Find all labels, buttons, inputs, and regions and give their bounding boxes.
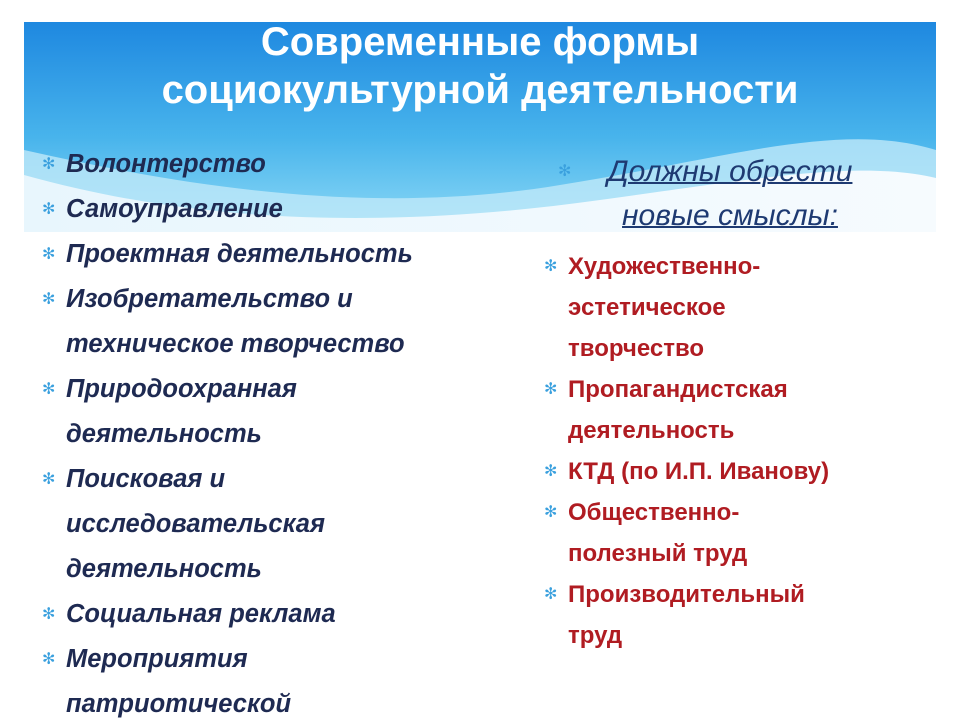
right-heading-line-1: Должны обрести [607, 155, 853, 188]
asterisk-bullet-icon: ✻ [42, 291, 56, 308]
asterisk-bullet-icon: ✻ [42, 156, 56, 173]
form-item [38, 592, 518, 637]
right-column [540, 150, 940, 656]
new-meanings-list [540, 246, 940, 656]
meaning-item-text: творчество [568, 335, 705, 362]
title-line-1: Современные формы [260, 20, 700, 64]
meaning-item [540, 492, 940, 574]
asterisk-bullet-icon: ✻ [42, 246, 56, 263]
asterisk-bullet-icon: ✻ [42, 651, 56, 668]
meaning-item-text: Общественно- [568, 499, 740, 526]
meaning-item-text: эстетическое [568, 294, 726, 321]
meaning-item-text: труд [568, 622, 623, 649]
form-item [38, 232, 518, 277]
asterisk-bullet-icon: ✻ [42, 471, 56, 488]
form-item-text: техническое творчество [66, 330, 405, 358]
form-item-text: Природоохранная [66, 375, 297, 403]
form-item-text: Поисковая и [66, 465, 226, 493]
meaning-item [540, 246, 940, 369]
asterisk-bullet-icon: ✻ [544, 463, 558, 480]
form-item-text: патриотической [66, 690, 292, 718]
form-item-text: Волонтерство [66, 150, 266, 178]
asterisk-bullet-icon: ✻ [42, 606, 56, 623]
meaning-item [540, 574, 940, 656]
form-item-text: деятельность [66, 555, 262, 583]
right-heading [540, 150, 920, 238]
slide-title [40, 18, 920, 114]
asterisk-bullet-icon: ✻ [544, 381, 558, 398]
asterisk-bullet-icon: ✻ [544, 504, 558, 521]
meaning-item-text: Пропагандистская [568, 376, 788, 403]
forms-list [38, 142, 518, 720]
form-item [38, 367, 518, 457]
form-item-text: исследовательская [66, 510, 325, 538]
form-item-text: Мероприятия [66, 645, 248, 673]
meaning-item [540, 369, 940, 451]
right-heading-line-2: новые смыслы: [622, 199, 838, 232]
title-line-2: социокультурной деятельности [161, 68, 799, 112]
form-item-text: Проектная деятельность [66, 240, 413, 268]
form-item [38, 457, 518, 592]
form-item [38, 142, 518, 187]
form-item [38, 637, 518, 720]
form-item-text: деятельность [66, 420, 262, 448]
form-item-text: Изобретательство и [66, 285, 353, 313]
meaning-item-text: деятельность [568, 417, 735, 444]
form-item [38, 277, 518, 367]
form-item [38, 187, 518, 232]
form-item-text: Самоуправление [66, 195, 283, 223]
asterisk-bullet-icon: ✻ [42, 201, 56, 218]
meaning-item-text: Художественно- [568, 253, 761, 280]
asterisk-bullet-icon: ✻ [544, 258, 558, 275]
asterisk-bullet-icon: ✻ [558, 163, 572, 180]
meaning-item-text: Производительный [568, 581, 805, 608]
asterisk-bullet-icon: ✻ [42, 381, 56, 398]
form-item-text: Социальная реклама [66, 600, 336, 628]
meaning-item [540, 451, 940, 492]
asterisk-bullet-icon: ✻ [544, 586, 558, 603]
meaning-item-text: КТД (по И.П. Иванову) [568, 458, 830, 485]
meaning-item-text: полезный труд [568, 540, 748, 567]
left-column [38, 142, 518, 720]
